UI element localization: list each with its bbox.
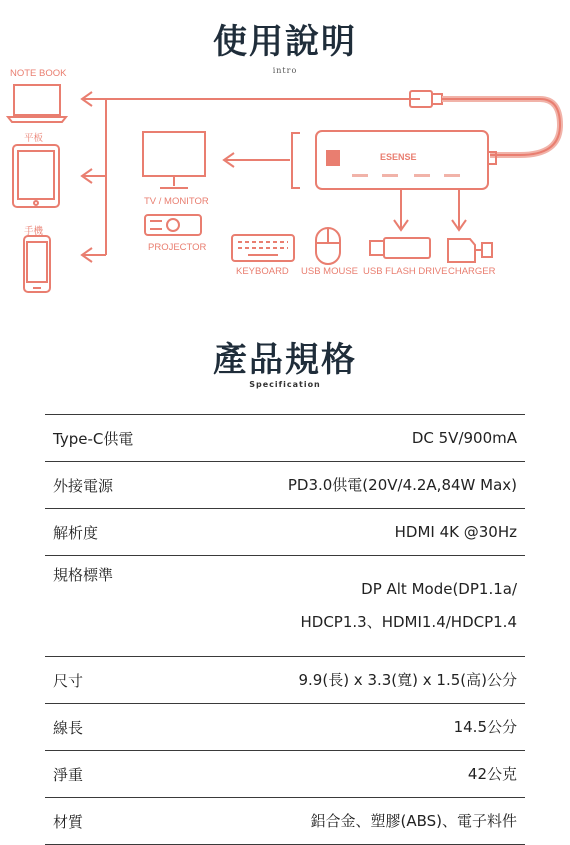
spec-key: 淨重 [53, 765, 84, 784]
mouse-label: USB MOUSE [301, 266, 359, 277]
spec-key: 外接電源 [53, 476, 114, 495]
spec-key: 解析度 [53, 523, 99, 542]
spec-value: 42公克 [467, 764, 517, 783]
table-row [45, 751, 525, 798]
table-row [45, 462, 525, 509]
charger-label: CHARGER [448, 266, 496, 277]
phone-label: 手機 [24, 226, 44, 237]
spec-key: 線長 [53, 718, 84, 737]
table-row [45, 798, 525, 845]
table-row [45, 704, 525, 751]
spec-key: Type-C供電 [53, 429, 134, 448]
spec-value: 14.5公分 [453, 717, 517, 736]
tablet-label: 平板 [24, 133, 44, 144]
spec-table [45, 414, 525, 845]
table-row [45, 556, 525, 657]
spec-value: DC 5V/900mA [411, 428, 517, 447]
keyboard-icon [232, 235, 294, 261]
spec-key: 材質 [53, 812, 84, 831]
spec-key: 尺寸 [53, 671, 84, 690]
tv-label: TV / MONITOR [144, 196, 209, 207]
table-row [45, 415, 525, 462]
table-row [45, 657, 525, 704]
mouse-icon [316, 228, 340, 264]
spec-value: DP Alt Mode(DP1.1a/ [361, 580, 517, 598]
spec-value-line2: HDCP1.3、HDMI1.4/HDCP1.4 [300, 613, 517, 631]
intro-subtitle: intro [272, 66, 298, 75]
projector-label: PROJECTOR [148, 242, 207, 253]
intro-title: 使用說明 [213, 22, 357, 62]
tv-monitor-icon [143, 132, 205, 188]
projector-icon [145, 215, 201, 235]
usb-flash-drive-icon [370, 238, 430, 258]
spec-value: PD3.0供電(20V/4.2A,84W Max) [287, 475, 517, 494]
tablet-icon [13, 145, 59, 207]
flash-drive-label: USB FLASH DRIVE [363, 266, 448, 277]
laptop-label: NOTE BOOK [10, 68, 67, 79]
charger-icon [448, 239, 492, 262]
spec-key: 規格標準 [53, 566, 114, 584]
spec-value: 9.9(長) x 3.3(寬) x 1.5(高)公分 [298, 670, 517, 689]
spec-title: 產品規格 [213, 340, 357, 380]
keyboard-label: KEYBOARD [236, 266, 289, 277]
hub-brand: ESENSE [380, 152, 417, 162]
phone-icon [24, 236, 50, 292]
connection-diagram [0, 60, 570, 300]
spec-subtitle: Specification [249, 380, 321, 389]
table-row [45, 509, 525, 556]
laptop-icon [8, 85, 66, 122]
spec-value: 鋁合金、塑膠(ABS)、電子料件 [310, 811, 517, 830]
spec-value: HDMI 4K @30Hz [394, 522, 517, 541]
